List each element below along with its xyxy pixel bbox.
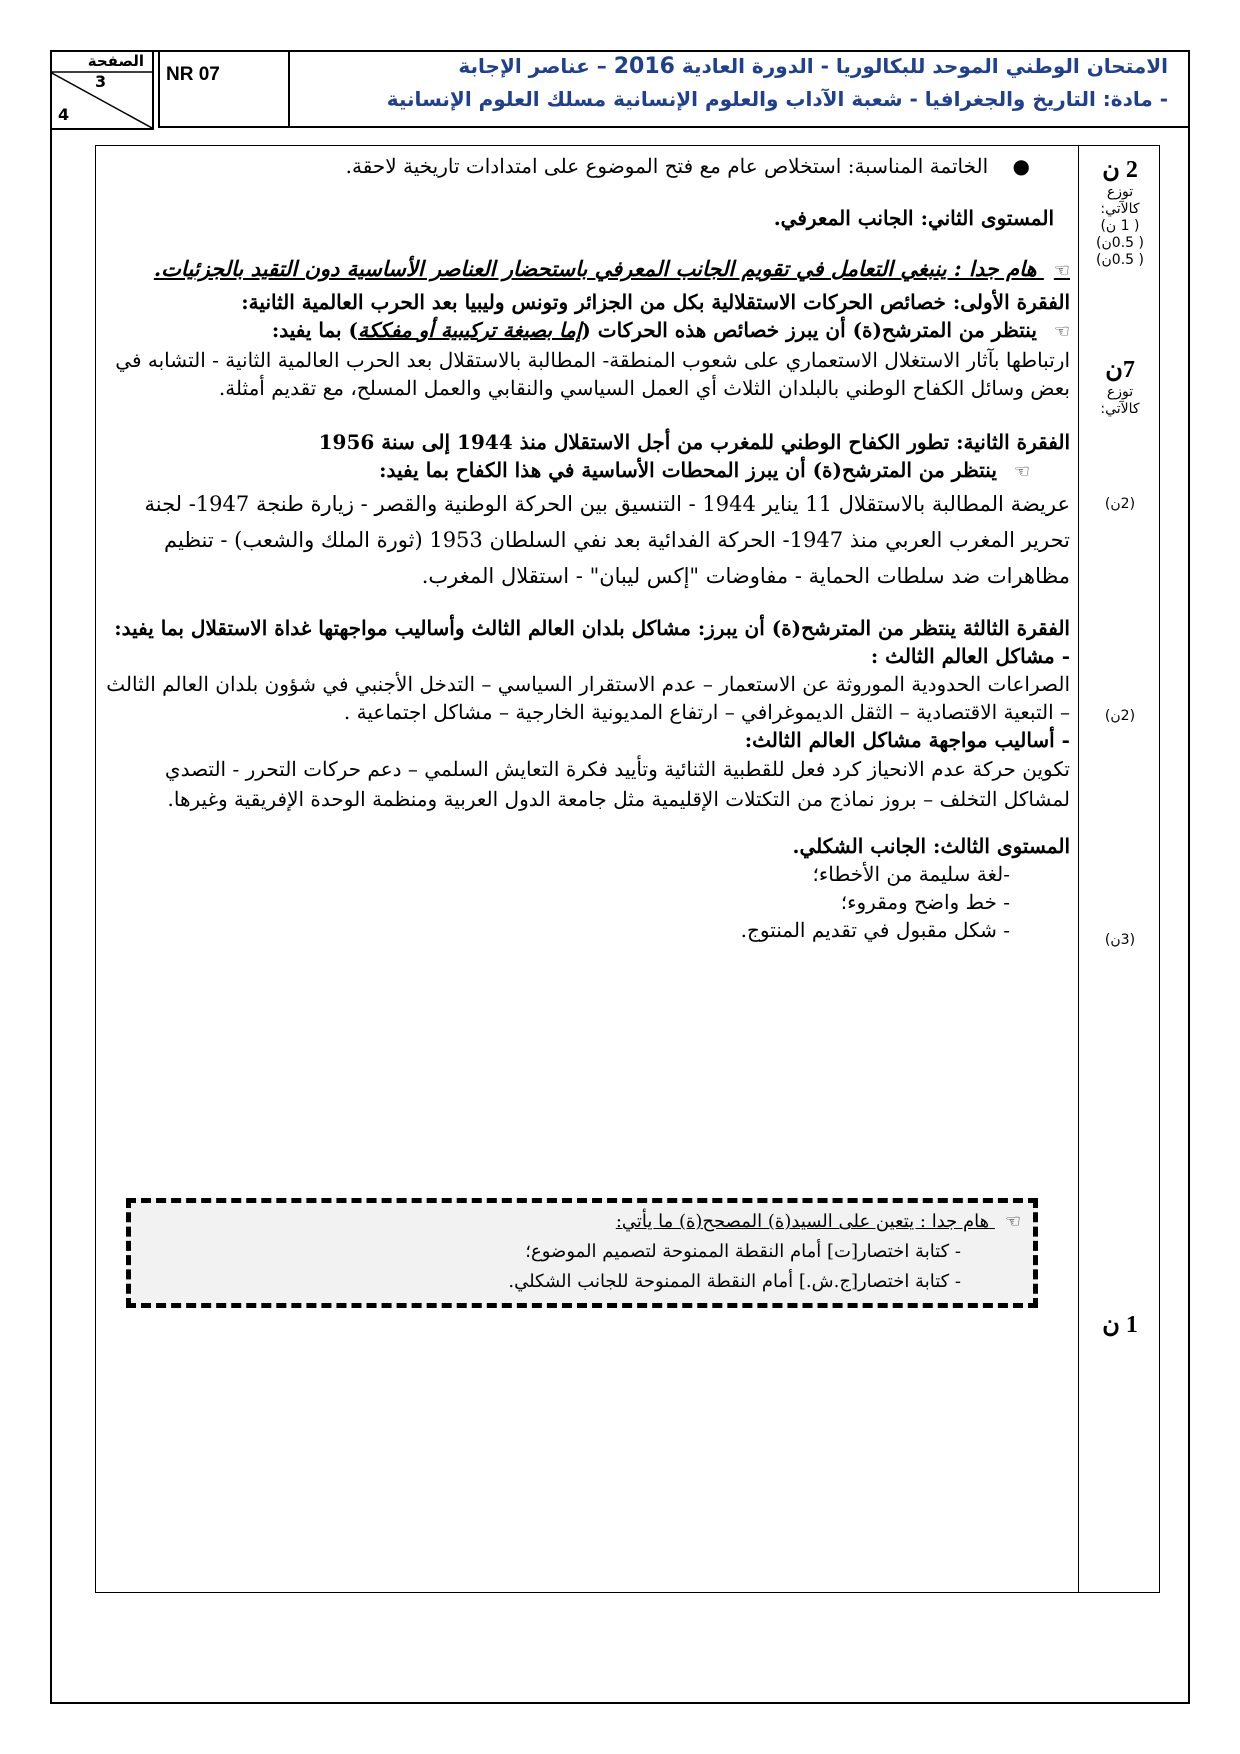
exam-title-main: الامتحان الوطني الموحد للبكالوريا - الدورة العادية [681, 54, 1168, 78]
distribution-label: توزع [1106, 384, 1134, 400]
part1-expect-a: ينتظر من المترشح(ة) أن يبرز خصائص هذه الحركات ( [581, 318, 1037, 342]
points-half: ( 0.5ن) [1096, 252, 1144, 268]
margin-scores-top [1080, 156, 1160, 269]
part2-title: الفقرة الثانية: تطور الكفاح الوطني للمغرب من أجل الاستقلال منذ 1944 إلى سنة 1956 [318, 430, 1070, 454]
level3-title: المستوى الثالث: الجانب الشكلي. [792, 834, 1070, 858]
page-number: 3 [95, 72, 107, 91]
level3-item: - خط واضح ومقروء؛ [840, 890, 1010, 914]
page-label: الصفحة [87, 52, 144, 70]
part2-body: عريضة المطالبة بالاستقلال 11 يناير 1944 - التنسيق بين الحركة الوطنية والقصر - زيارة طنجة 1947- لجنة تحرير المغرب العربي منذ 1947- الحركة الفدائية بعد نفي السلطان 1953 (ثورة الملك والشعب) - تنظيم مظاهرات ضد سلطات الحماية - مفاوضات "إكس ليبان" - استقلال المغرب. [144, 492, 1070, 588]
note-item: - كتابة اختصار[ج.ش.] أمام النقطة الممنوحة للجانب الشكلي. [508, 1271, 961, 1292]
problems-body: الصراعات الحدودية الموروثة عن الاستعمار – عدم الاستقرار السياسي – التدخل الأجنبي في شؤون بلدان العالم الثالث – التبعية الاقتصادية – الثقل الديموغرافي – ارتفاع المديونية الخارجية – مشاكل اجتماعية . [106, 672, 1070, 724]
answer-content [100, 152, 1070, 944]
as-follows-label: كالآتي: [1100, 201, 1140, 217]
methods-body: تكوين حركة عدم الانحياز كرد فعل للقطبية الثنائية وتأييد فكرة التعايش السلمي – دعم حركات التحرر - التصدي لمشاكل التخلف – بروز نماذج من التكتلات الإقليمية مثل جامعة الدول العربية ومنظمة الوحدة الإفريقية وغيرها. [164, 757, 1070, 811]
exam-code-box [158, 50, 290, 128]
column-divider [1078, 146, 1079, 1592]
margin-score-form [1080, 1311, 1160, 1339]
page-total: 4 [58, 105, 70, 124]
level2-title: المستوى الثاني: الجانب المعرفي. [773, 206, 1054, 230]
distribution-label: توزع [1106, 184, 1134, 200]
part1-title: الفقرة الأولى: خصائص الحركات الاستقلالية بكل من الجزائر وتونس وليبيا بعد الحرب العالمية الثانية: [241, 290, 1070, 314]
bullet-icon: ● [1012, 154, 1030, 178]
margin-scores-knowledge [1080, 356, 1160, 418]
exam-subtitle: - مادة: التاريخ والجغرافيا - شعبة الآداب والعلوم الإنسانية مسلك العلوم الإنسانية [386, 87, 1168, 111]
score-2: 2 ن [1102, 157, 1138, 183]
score-1: 1 ن [1102, 1312, 1138, 1338]
exam-title-answers: – عناصر الإجابة [458, 54, 607, 78]
pointing-hand-icon: ☜ [1013, 461, 1030, 482]
points-3: (3ن) [1104, 932, 1136, 948]
exam-title-box [290, 50, 1190, 128]
pointing-hand-icon: ☜ [1004, 1211, 1021, 1232]
points-1: ( 1 ن) [1100, 218, 1140, 234]
pointing-hand-icon: ☜ [1053, 321, 1070, 342]
pointing-hand-icon: ☜ [1053, 260, 1070, 281]
exam-title [290, 54, 1168, 79]
problems-title: - مشاكل العالم الثالث : [870, 644, 1070, 668]
part2-expect: ينتظر من المترشح(ة) أن يبرز المحطات الأساسية في هذا الكفاح بما يفيد: [379, 458, 997, 482]
score-7: 7ن [1105, 357, 1135, 383]
exam-year: 2016 [613, 54, 675, 79]
part3-title: الفقرة الثالثة ينتظر من المترشح(ة) أن يبرز: مشاكل بلدان العالم الثالث وأساليب مواجهتها غداة الاستقلال بما يفيد: [114, 616, 1070, 640]
part1-expect-c: ) بما يفيد: [271, 318, 359, 342]
important-note: هام جدا : ينبغي التعامل في تقويم الجانب المعرفي باستحضار العناصر الأساسية دون التقيد بالجزئيات. [153, 256, 1037, 281]
methods-title: - أساليب مواجهة مشاكل العالم الثالث: [744, 728, 1070, 752]
note-item: - كتابة اختصار[ت] أمام النقطة الممنوحة لتصميم الموضوع؛ [525, 1241, 961, 1262]
page-number-box [50, 50, 154, 130]
points-2: (2ن) [1104, 708, 1136, 724]
corrector-note-box [126, 1198, 1038, 1308]
part1-expect-b: إما بصيغة تركيبية أو مفككة [358, 318, 582, 342]
page-header [50, 50, 1190, 130]
part1-body: ارتباطها بآثار الاستغلال الاستعماري على شعوب المنطقة- المطالبة بالاستقلال بعد الحرب العالمية الثانية - التشابه في بعض وسائل الكفاح الوطني بالبلدان الثلاث أي العمل السياسي والنقابي والعمل المسلح، مع تقديم أمثلة. [115, 348, 1070, 400]
points-2: (2ن) [1104, 496, 1136, 512]
conclusion-text: الخاتمة المناسبة: استخلاص عام مع فتح الموضوع على امتدادات تاريخية لاحقة. [345, 154, 989, 178]
points-half: ( 0.5ن) [1096, 235, 1144, 251]
level3-item: -لغة سليمة من الأخطاء؛ [812, 862, 1010, 886]
as-follows-label: كالآتي: [1100, 401, 1140, 417]
level3-item: - شكل مقبول في تقديم المنتوج. [740, 918, 1010, 942]
exam-code: NR 07 [166, 64, 220, 85]
answer-table [95, 145, 1160, 1593]
note-title: هام جدا : يتعين على السيد(ة) المصحح(ة) ما يأتي: [615, 1211, 990, 1232]
